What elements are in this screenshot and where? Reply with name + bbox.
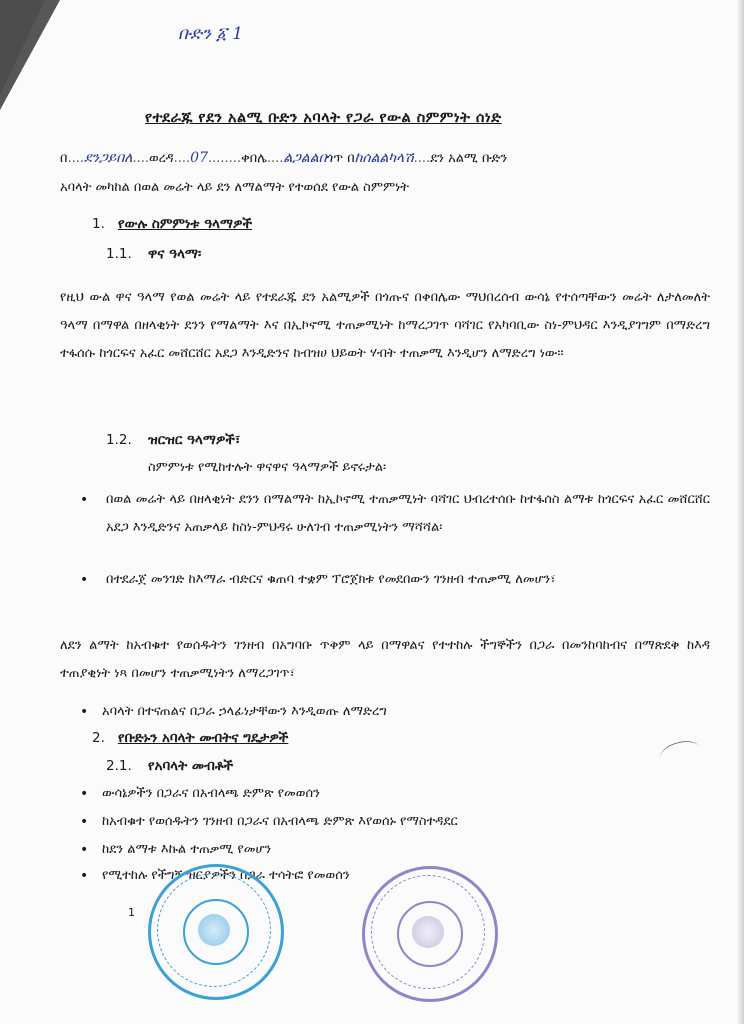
stamp-emblem-icon: [412, 916, 444, 948]
bullet-icon: •: [80, 814, 89, 830]
bullet-icon: •: [80, 786, 89, 802]
list-item-text: አባላት በተናጠልና በጋራ ኃላፊነታቸውን እንዲወጡ ለማድረግ: [102, 704, 387, 719]
section-2-number: 2.: [92, 730, 105, 746]
middle-paragraph: ለደን ልማት ከአብቁተ የወሰዱትን ገንዘብ በአግባቡ ጥቅም ላይ በማዋልና የተተከሉ ችግኞችን በጋራ በመንከባከብና በማጽደቅ ከእዳ ተጠያቂነት ነጻ በመሆን ተጠቃሚነትን ለማረጋገጥ፣: [60, 638, 710, 681]
folded-corner: [0, 0, 60, 110]
page-edge: [738, 0, 744, 1024]
intro-text-2: ወረዳ: [148, 151, 174, 166]
section-1-number: 1.: [92, 216, 105, 232]
section-1-1-title: ዋና ዓላማ፡: [148, 246, 202, 262]
section-2-title: የቡድኑን አባላት መብትና ግዴታዎች: [118, 730, 289, 746]
list-item: [60, 780, 710, 808]
section-1-2-heading: [106, 432, 240, 448]
list-item: [60, 566, 710, 594]
intro-text-4: ጎጥ በ: [326, 151, 355, 166]
section-1-heading: [92, 216, 252, 232]
intro-line-1: በ....ደንጋይበለ....ወረዳ....07........ቀበሌ....ልጋልልበጎጥ በከሰልልካላሽ....ደን አልሚ ቡድን: [60, 150, 508, 166]
official-stamp-left: [148, 864, 284, 1000]
section-1-2-number: 1.2.: [106, 432, 132, 448]
official-stamp-right: [362, 866, 498, 1002]
section-1-1-heading: [106, 246, 201, 262]
section-1-title: የውሉ ስምምነቱ ዓላማዎች: [118, 216, 253, 232]
handwritten-kebele-name: ደንጋይበለ: [83, 150, 133, 166]
document-title: የተደራጁ የደን አልሚ ቡድን አባላት የጋራ የውል ስምምነት ሰነድ: [145, 110, 502, 126]
list-item: [60, 486, 710, 542]
list-item: [60, 808, 710, 836]
handwritten-site: ከሰልልካላሽ: [354, 150, 414, 166]
section-1-1-number: 1.1.: [106, 246, 132, 262]
handwritten-header-note: ቡድን ፩ 1: [178, 24, 244, 44]
list-item-text: በተደራጀ መንገድ ከእማራ ብድርና ቁጠባ ተቋም ፕሮጀክቱ የመደበውን ገንዘብ ተጠቃሚ ለመሆን፣: [106, 572, 556, 587]
intro-text-1: በ: [60, 151, 68, 166]
main-objective-paragraph: የዚህ ውል ዋና ዓላማ የወል መሬት ላይ የተደራጁ ደን አልሚዎች በጎጡና በቀበሌው ማህበረሰብ ውሳኔ የተሰጣቸውን መሬት ለታለመለት ዓላማ በማዋል በዘላቂነት ደንን የማልማት እና በኢኮኖሚ ተጠቃሚነት ከማረጋገጥ ባሻገር የአካባቢው ስነ-ምህዳር እንዲያገግም በማድረግ ተፋሰሱ ከጎርፍና አፈር መሸርሸር አደጋ እንዲድንና ከብዝሀ ህይወት ሃብት ተጠቃሚ እንዲሆን ለማድረግ ነው፡፡: [60, 290, 710, 361]
list-item-text: የሚተከሉ የችግኝ ዝርያዎችን በጋራ ተሳትፎ የመወሰን: [102, 868, 350, 883]
intro-line-2: አባላት መካከል በወል መሬት ላይ ደን ለማልማት የተወሰደ የውል ስምምነት: [60, 180, 410, 195]
section-2-heading: [92, 730, 288, 746]
list-item: [60, 836, 710, 864]
bullet-icon: •: [80, 842, 89, 858]
list-item-text: በወል መሬት ላይ በዘላቂነት ደንን በማልማት ከኢኮኖሚ ተጠቃሚነት ባሻገር ህብረተሰቡ ከተፋሰስ ልማቱ ከጎርፍና አፈር መሸርሸር አደጋ እንዲድንና አጠቃላይ ከስነ-ምህዳሩ ሁለገብ ተጠቃሚነትን ማሻሻል፡: [106, 492, 710, 535]
bullet-icon: •: [80, 704, 89, 720]
bullet-icon: •: [80, 492, 89, 508]
intro-text-5: ደን አልሚ ቡድን: [430, 151, 508, 166]
handwritten-number: 07: [190, 150, 208, 166]
list-item: [60, 698, 710, 726]
list-item-text: ከአብቁተ የወሰዱትን ገንዘብ በጋራና በአብላጫ ድምጽ እየወሰኑ የማስተዳደር: [102, 814, 458, 829]
section-2-1-number: 2.1.: [106, 758, 132, 774]
list-item-text: ከደን ልማቱ እኩል ተጠቃሚ የመሆን: [102, 842, 272, 857]
section-2-1-heading: [106, 758, 233, 774]
intro-text-3: ቀበሌ: [241, 151, 267, 166]
section-1-2-intro: ስምምነቱ የሚከተሉት ዋናዋና ዓላማዎች ይኖሩታል፡: [148, 460, 387, 475]
list-item-text: ውሳኔዎችን በጋራና በአብላጫ ድምጽ የመወሰን: [102, 786, 320, 801]
stamp-emblem-icon: [198, 914, 230, 946]
bullet-icon: •: [80, 868, 89, 884]
section-2-1-title: የአባላት መብቶች: [148, 758, 234, 774]
page-number: 1: [128, 906, 135, 919]
handwritten-village: ልጋልልበ: [283, 150, 327, 166]
bullet-icon: •: [80, 572, 89, 588]
section-1-2-title: ዝርዝር ዓላማዎች፣: [148, 432, 241, 448]
pen-mark: [658, 737, 702, 768]
